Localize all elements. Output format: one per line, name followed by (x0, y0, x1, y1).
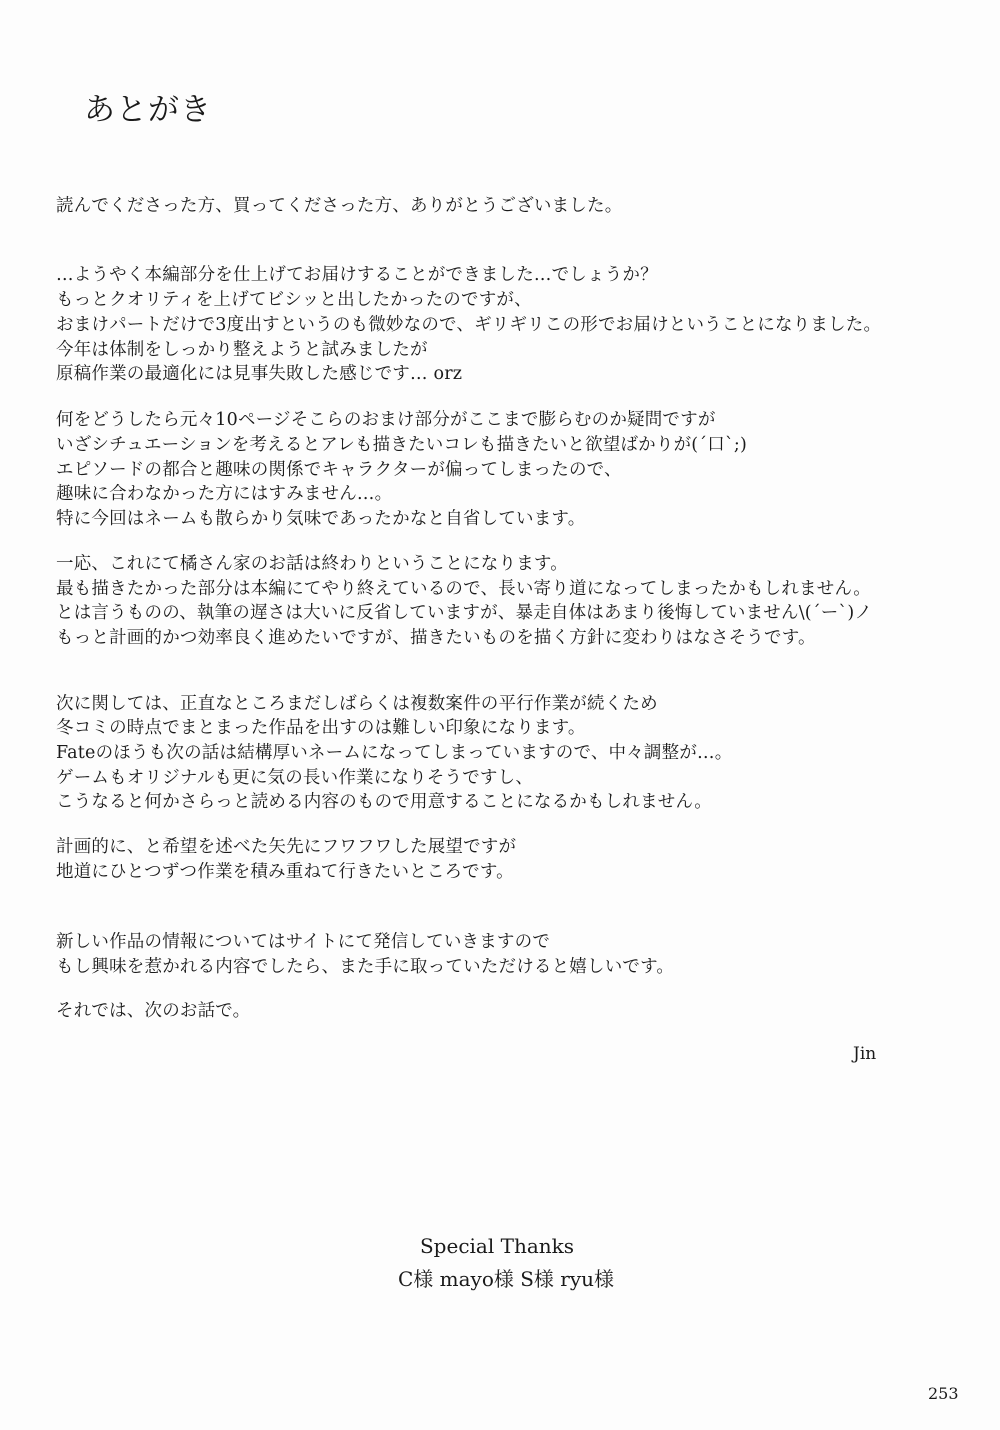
text-line: とは言うものの、執筆の遅さは大いに反省していますが、暴走自体はあまり後悔していません\(´ー`)ノ (56, 603, 873, 623)
text-line: 読んでくださった方、買ってくださった方、ありがとうございました。 (56, 196, 623, 216)
text-line: 原稿作業の最適化には見事失敗した感じです… orz (56, 364, 463, 384)
text-line: 一応、これにて橘さん家のお話は終わりということになります。 (56, 554, 568, 574)
text-line: 新しい作品の情報についてはサイトにて発信していきますので (56, 932, 551, 952)
page-title: あとがき (84, 92, 212, 128)
text-line: 趣味に合わなかった方にはすみません…。 (56, 484, 393, 504)
text-line: 特に今回はネームも散らかり気味であったかなと自省しています。 (56, 509, 586, 529)
special-thanks-names: C様 mayo様 S様 ryu様 (397, 1267, 615, 1291)
page-number: 253 (928, 1384, 959, 1403)
text-line: エピソードの都合と趣味の関係でキャラクターが偏ってしまったので、 (56, 460, 622, 480)
text-line: いざシチュエーションを考えるとアレも描きたいコレも描きたいと欲望ばかりが(´口`;) (56, 435, 748, 455)
text-line: Fateのほうも次の話は結構厚いネームになってしまっていますので、中々調整が…。 (56, 743, 733, 763)
author-signature: Jin (853, 1044, 877, 1064)
text-line: もっとクオリティを上げてビシッと出したかったのですが、 (56, 290, 532, 310)
text-line: こうなると何かさらっと読める内容のもので用意することになるかもしれません。 (56, 792, 712, 812)
text-line: 今年は体制をしっかり整えようと試みましたが (56, 340, 428, 360)
text-line: 地道にひとつずつ作業を積み重ねて行きたいところです。 (56, 862, 514, 882)
text-line: 最も描きたかった部分は本編にてやり終えているので、長い寄り道になってしまったかもしれません。 (56, 579, 871, 599)
special-thanks-heading: Special Thanks (419, 1234, 575, 1258)
text-line: おまけパートだけで3度出すというのも微妙なので、ギリギリこの形でお届けということになりました。 (56, 315, 882, 335)
text-line: 冬コミの時点でまとまった作品を出すのは難しい印象になります。 (56, 718, 586, 738)
text-line: それでは、次のお話で。 (56, 1001, 251, 1021)
text-line: もっと計画的かつ効率良く進めたいですが、描きたいものを描く方針に変わりはなさそうです。 (56, 628, 816, 648)
text-line: 次に関しては、正直なところまだしばらくは複数案件の平行作業が続くため (56, 694, 658, 714)
text-line: もし興味を惹かれる内容でしたら、また手に取っていただけると嬉しいです。 (56, 957, 675, 977)
text-line: ゲームもオリジナルも更に気の長い作業になりそうですし、 (56, 768, 534, 788)
text-line: …ようやく本編部分を仕上げてお届けすることができました…でしょうか？ (56, 265, 658, 285)
text-line: 何をどうしたら元々10ページそこらのおまけ部分がここまで膨らむのか疑問ですが (56, 410, 716, 430)
text-line: 計画的に、と希望を述べた矢先にフワフワした展望ですが (56, 837, 517, 857)
